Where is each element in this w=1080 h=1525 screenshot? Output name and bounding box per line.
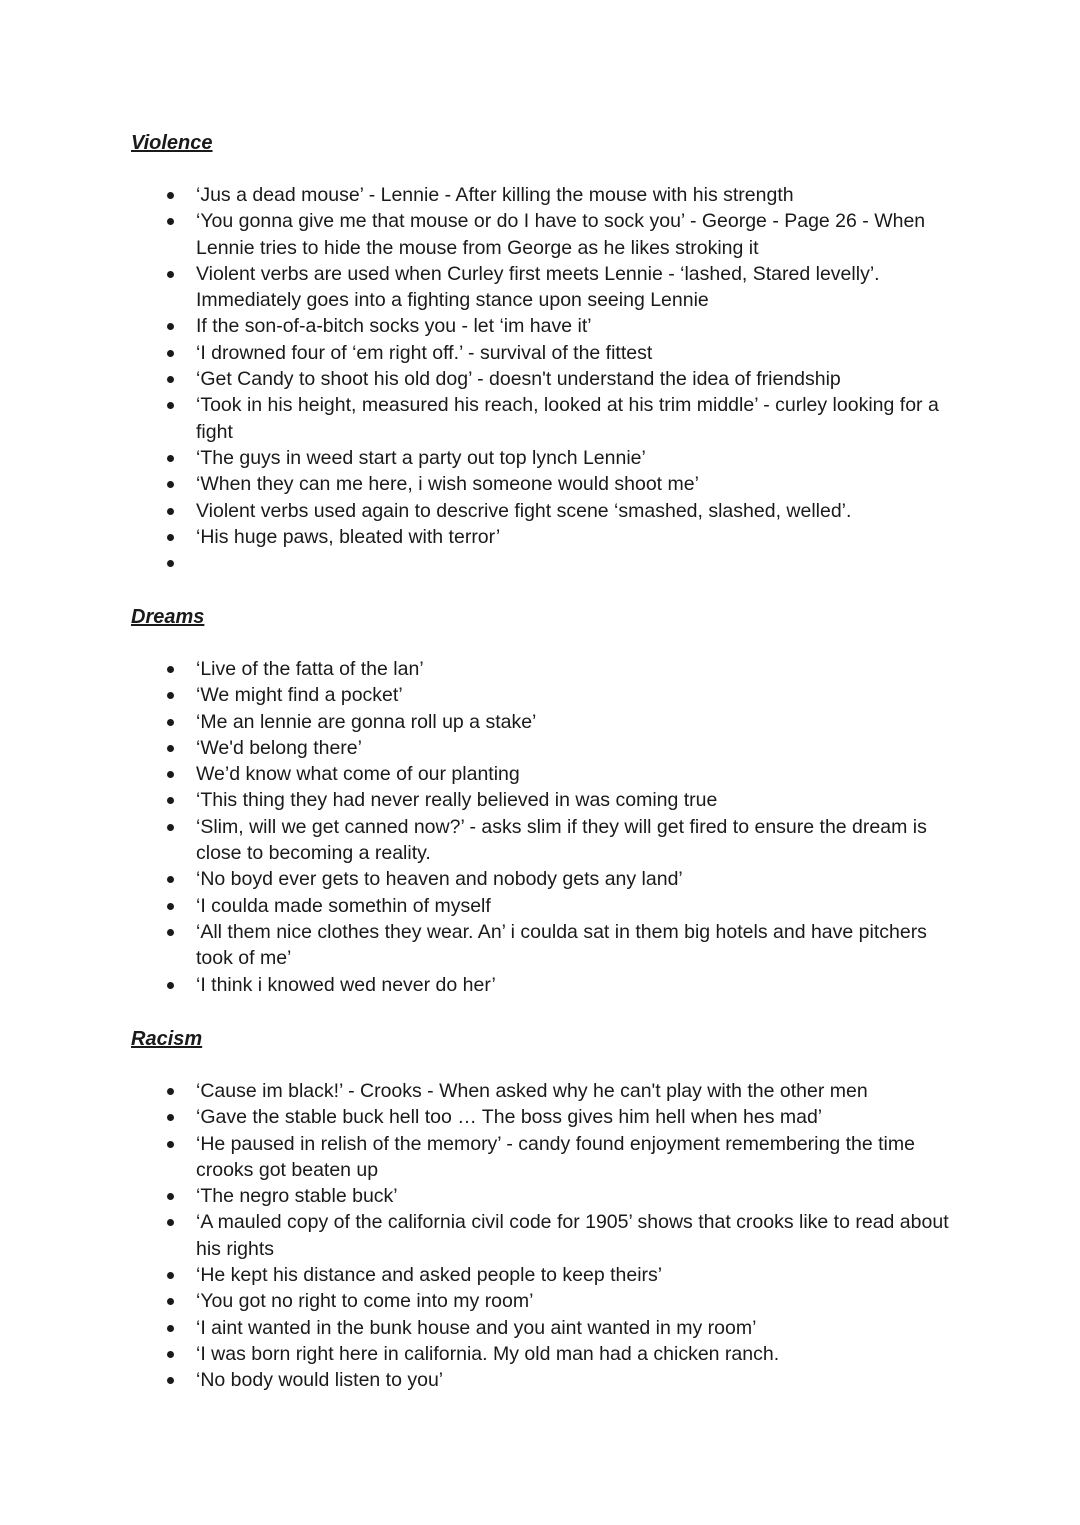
list-item: ‘A mauled copy of the california civil code for 1905’ shows that crooks like to read about his rights bbox=[196, 1209, 956, 1262]
list-item: ‘Gave the stable buck hell too … The boss gives him hell when hes mad’ bbox=[196, 1104, 956, 1130]
list-item: ‘Took in his height, measured his reach, looked at his trim middle’ - curley looking for a fight bbox=[196, 392, 956, 445]
list-item: ‘Cause im black!’ - Crooks - When asked why he can't play with the other men bbox=[196, 1078, 956, 1104]
list-item: ‘Me an lennie are gonna roll up a stake’ bbox=[196, 709, 956, 735]
list-item: ‘You got no right to come into my room’ bbox=[196, 1288, 956, 1314]
bullet-list-dreams bbox=[196, 656, 956, 998]
section-dreams bbox=[131, 604, 961, 630]
list-item: ‘I was born right here in california. My old man had a chicken ranch. bbox=[196, 1341, 956, 1367]
list-item: ‘This thing they had never really believed in was coming true bbox=[196, 787, 956, 813]
list-item: ‘We'd belong there’ bbox=[196, 735, 956, 761]
section-heading: Racism bbox=[131, 1028, 203, 1050]
list-item: ‘No body would listen to you’ bbox=[196, 1367, 956, 1393]
list-item: ‘The negro stable buck’ bbox=[196, 1183, 956, 1209]
list-item: If the son-of-a-bitch socks you - let ‘im have it’ bbox=[196, 313, 956, 339]
bullet-list-violence bbox=[196, 182, 956, 576]
list-item: ‘I drowned four of ‘em right off.’ - survival of the fittest bbox=[196, 340, 956, 366]
section-heading: Dreams bbox=[131, 606, 205, 628]
list-item: ‘Live of the fatta of the lan’ bbox=[196, 656, 956, 682]
list-item: ‘The guys in weed start a party out top lynch Lennie’ bbox=[196, 445, 956, 471]
bullet-list-racism bbox=[196, 1078, 956, 1394]
section-racism bbox=[131, 1026, 961, 1052]
list-item: We’d know what come of our planting bbox=[196, 761, 956, 787]
list-item: Violent verbs used again to descrive fight scene ‘smashed, slashed, welled’. bbox=[196, 498, 956, 524]
list-item: ‘All them nice clothes they wear. An’ i coulda sat in them big hotels and have pitchers took of me’ bbox=[196, 919, 956, 972]
list-item: ‘His huge paws, bleated with terror’ bbox=[196, 524, 956, 550]
list-item: ‘Jus a dead mouse’ - Lennie - After killing the mouse with his strength bbox=[196, 182, 956, 208]
list-item: ‘No boyd ever gets to heaven and nobody gets any land’ bbox=[196, 866, 956, 892]
list-item: ‘We might find a pocket’ bbox=[196, 682, 956, 708]
list-item: ‘I coulda made somethin of myself bbox=[196, 893, 956, 919]
list-item: ‘When they can me here, i wish someone would shoot me’ bbox=[196, 471, 956, 497]
list-item: ‘Slim, will we get canned now?’ - asks slim if they will get fired to ensure the dream is close to becoming a reality. bbox=[196, 814, 956, 867]
section-heading: Violence bbox=[131, 132, 213, 154]
section-violence bbox=[131, 130, 961, 156]
list-item: ‘You gonna give me that mouse or do I have to sock you’ - George - Page 26 - When Lennie tries to hide the mouse from George as he likes stroking it bbox=[196, 208, 956, 261]
list-item-empty bbox=[196, 550, 956, 576]
list-item: ‘Get Candy to shoot his old dog’ - doesn't understand the idea of friendship bbox=[196, 366, 956, 392]
list-item: ‘I think i knowed wed never do her’ bbox=[196, 972, 956, 998]
list-item: ‘He kept his distance and asked people to keep theirs’ bbox=[196, 1262, 956, 1288]
list-item: ‘He paused in relish of the memory’ - candy found enjoyment remembering the time crooks got beaten up bbox=[196, 1131, 956, 1184]
list-item: ‘I aint wanted in the bunk house and you aint wanted in my room’ bbox=[196, 1315, 956, 1341]
list-item: Violent verbs are used when Curley first meets Lennie - ‘lashed, Stared levelly’. Immediately goes into a fighting stance upon seeing Lennie bbox=[196, 261, 956, 314]
